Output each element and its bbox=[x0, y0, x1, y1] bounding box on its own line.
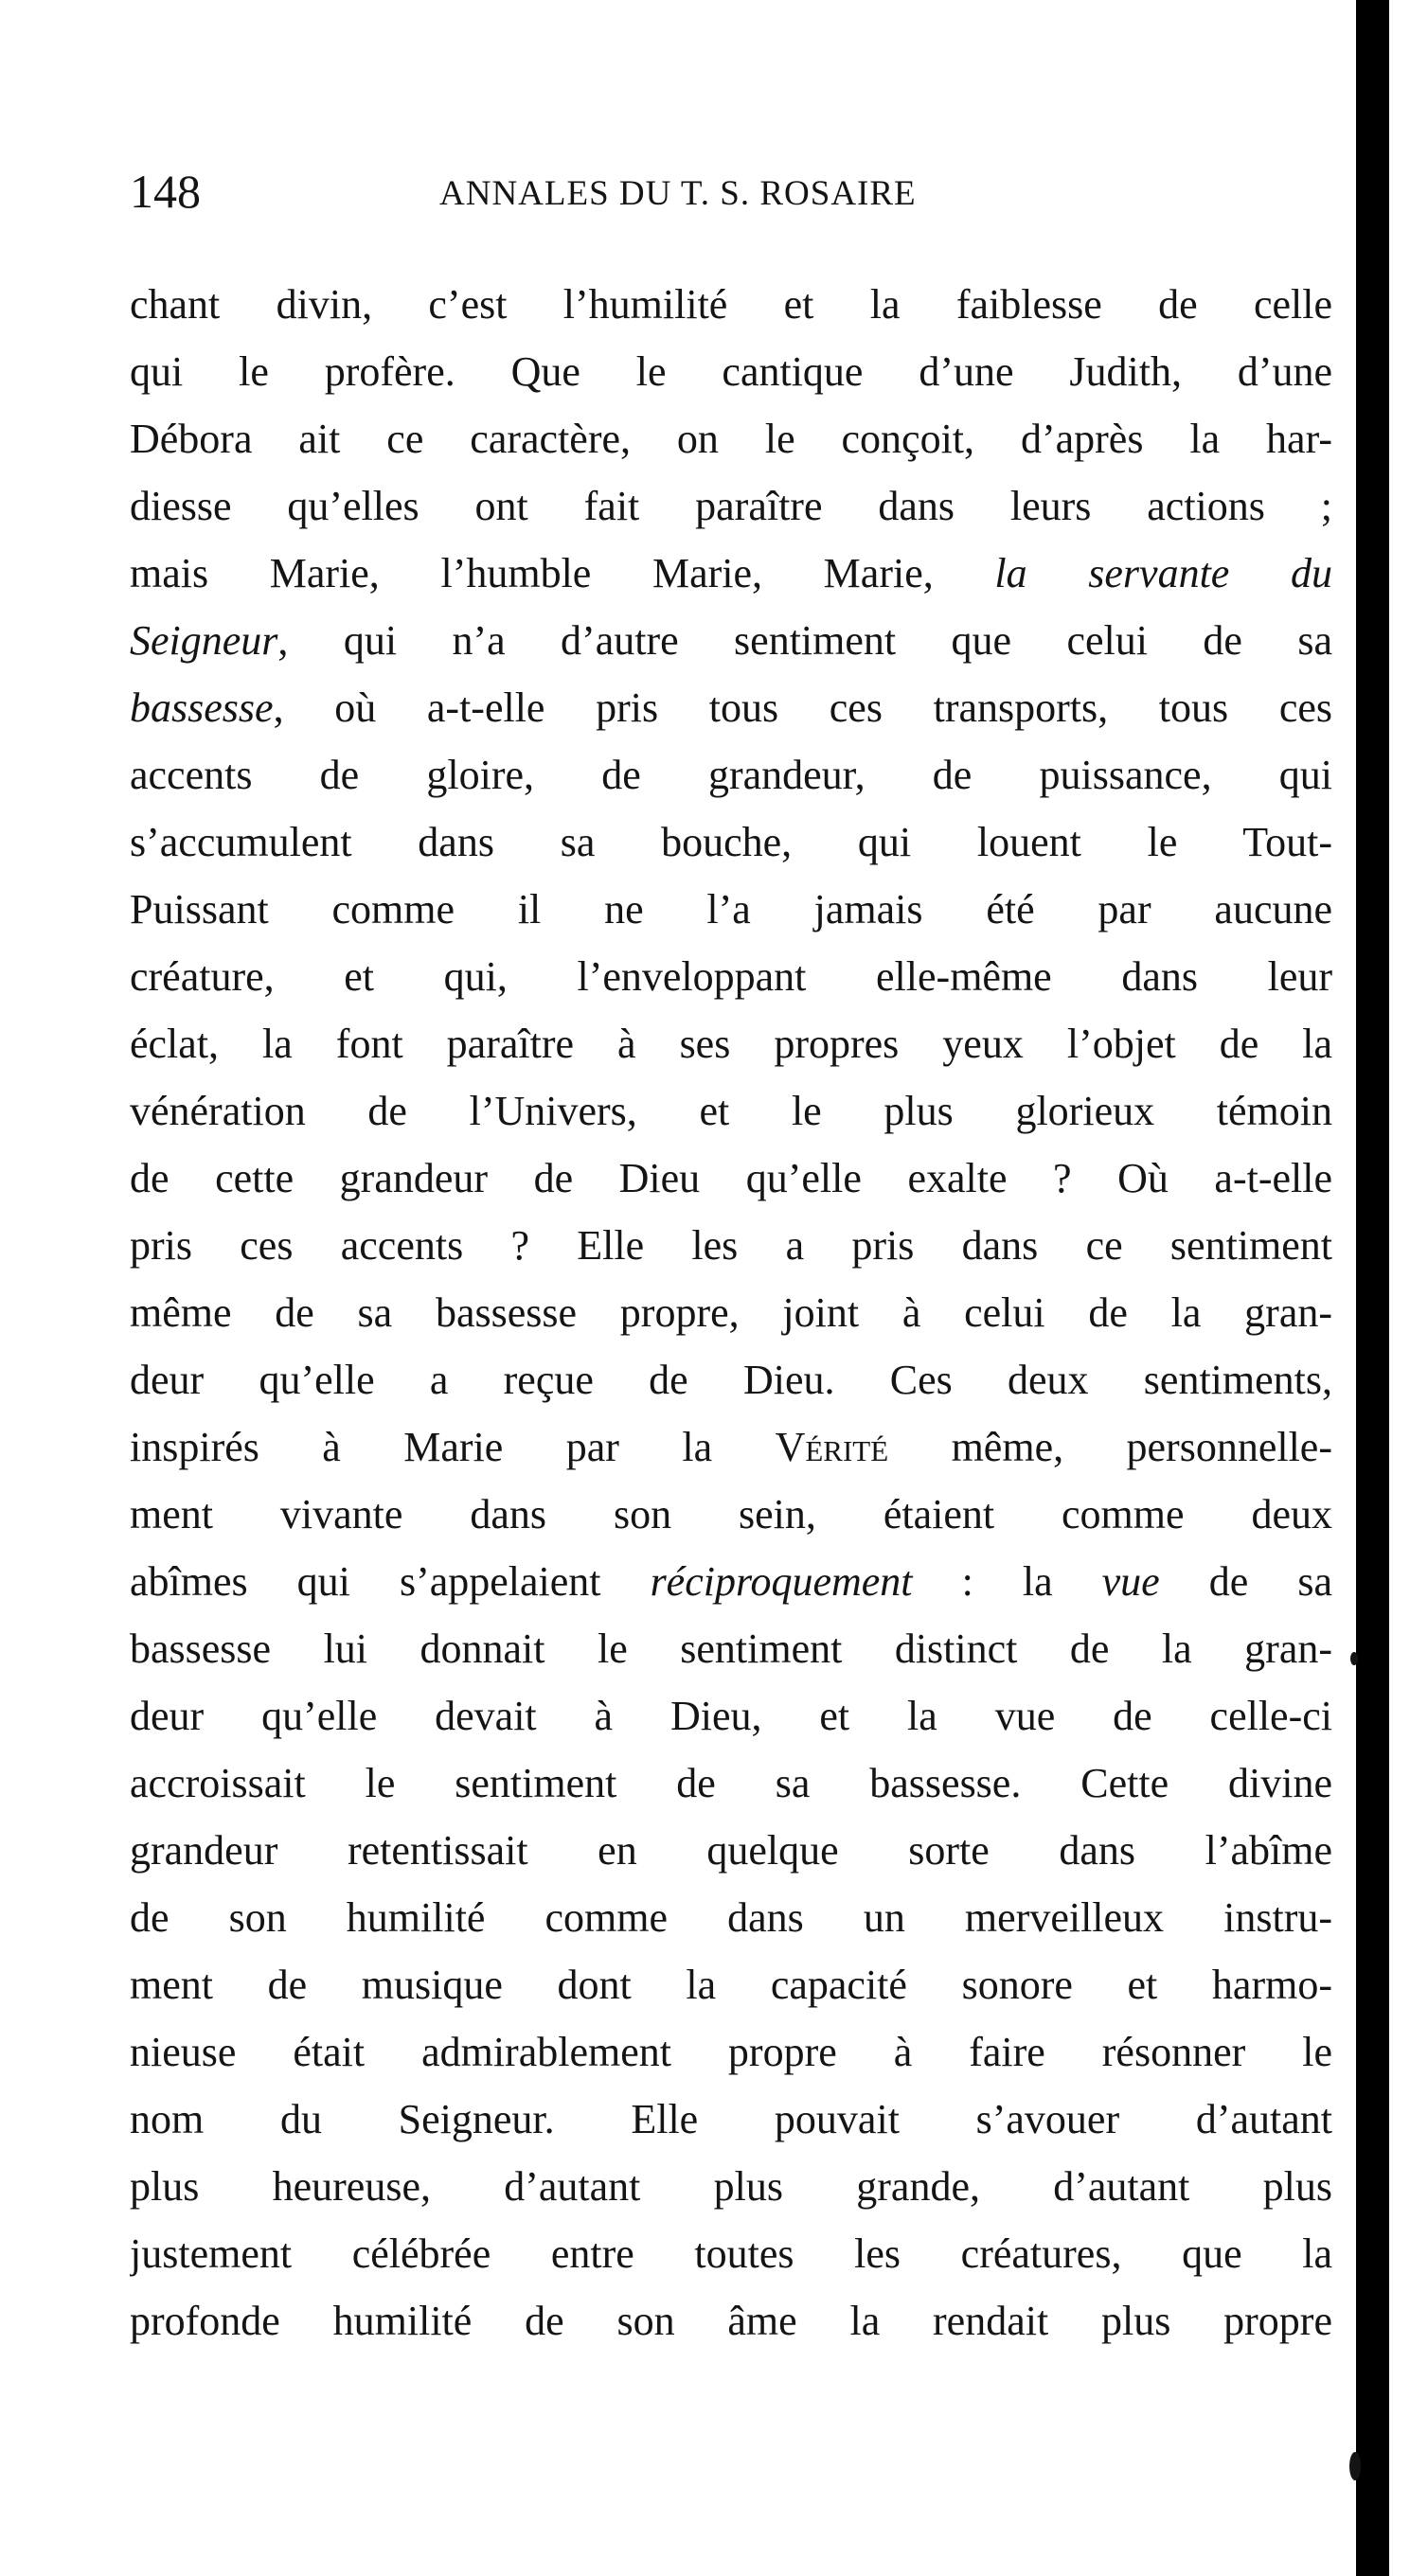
text-segment: , où a-t-elle pris tous ces transports, tous ces bbox=[273, 684, 1332, 731]
text-line bbox=[130, 1077, 1332, 1145]
text-line bbox=[130, 2086, 1332, 2153]
text-line bbox=[130, 1615, 1332, 1682]
text-line bbox=[130, 1279, 1332, 1346]
text-segment: deur qu’elle a reçue de Dieu. Ces deux sentiments, bbox=[130, 1357, 1332, 1403]
text-line bbox=[130, 1682, 1332, 1750]
text-line bbox=[130, 1951, 1332, 2018]
page-number: 148 bbox=[130, 165, 201, 218]
text-line bbox=[130, 540, 1332, 607]
text-line bbox=[130, 808, 1332, 876]
text-line bbox=[130, 2153, 1332, 2220]
text-segment: bassesse lui donnait le sentiment distinct de la gran- bbox=[130, 1626, 1332, 1672]
text-line bbox=[130, 943, 1332, 1010]
text-segment: pris ces accents ? Elle les a pris dans ce sentiment bbox=[130, 1222, 1332, 1269]
running-head: ANNALES DU T. S. ROSAIRE bbox=[439, 174, 917, 213]
text-segment: vue bbox=[1101, 1558, 1160, 1605]
text-segment: inspirés à Marie par la bbox=[130, 1424, 776, 1470]
text-segment: abîmes qui s’appelaient bbox=[130, 1558, 651, 1605]
text-line bbox=[130, 1212, 1332, 1279]
text-segment: ment vivante dans son sein, étaient comme deux bbox=[130, 1491, 1332, 1537]
text-segment: accents de gloire, de grandeur, de puissance, qui bbox=[130, 752, 1332, 798]
text-segment: , qui n’a d’autre sentiment que celui de sa bbox=[277, 617, 1332, 664]
text-segment: ment de musique dont la capacité sonore et harmo- bbox=[130, 1962, 1332, 2008]
text-segment: mais Marie, l’humble Marie, Marie, bbox=[130, 550, 995, 596]
text-segment: même de sa bassesse propre, joint à celui de la gran- bbox=[130, 1289, 1332, 1336]
text-segment: grandeur retentissait en quelque sorte dans l’abîme bbox=[130, 1827, 1332, 1874]
text-segment: Débora ait ce caractère, on le conçoit, d’après la har- bbox=[130, 416, 1332, 462]
page-header bbox=[130, 163, 1332, 229]
text-line bbox=[130, 1817, 1332, 1884]
text-line bbox=[130, 876, 1332, 943]
text-segment: de son humilité comme dans un merveilleux instru- bbox=[130, 1894, 1332, 1941]
text-line bbox=[130, 1884, 1332, 1951]
binding-edge bbox=[1356, 0, 1389, 2576]
text-line bbox=[130, 271, 1332, 338]
text-segment: éclat, la font paraître à ses propres yeux l’objet de la bbox=[130, 1021, 1332, 1067]
text-segment: créature, et qui, l’enveloppant elle-même dans leur bbox=[130, 953, 1332, 1000]
text-segment: : la bbox=[912, 1558, 1102, 1605]
text-segment: de cette grandeur de Dieu qu’elle exalte ? Où a-t-elle bbox=[130, 1155, 1332, 1201]
text-segment: diesse qu’elles ont fait paraître dans leurs actions ; bbox=[130, 483, 1332, 529]
text-line bbox=[130, 674, 1332, 741]
scan-speck bbox=[1350, 1652, 1358, 1665]
text-segment: nieuse était admirablement propre à faire résonner le bbox=[130, 2029, 1332, 2075]
text-segment: bassesse bbox=[130, 684, 274, 731]
scan-speck bbox=[1349, 2452, 1361, 2480]
text-line bbox=[130, 472, 1332, 540]
text-line bbox=[130, 2220, 1332, 2287]
text-segment: Vérité bbox=[775, 1424, 889, 1470]
text-line bbox=[130, 607, 1332, 674]
text-segment: plus heureuse, d’autant plus grande, d’autant plus bbox=[130, 2163, 1332, 2210]
text-segment: chant divin, c’est l’humilité et la faiblesse de celle bbox=[130, 281, 1332, 328]
text-line bbox=[130, 1548, 1332, 1615]
body-text bbox=[130, 271, 1332, 2354]
text-segment: justement célébrée entre toutes les créatures, que la bbox=[130, 2230, 1332, 2277]
text-segment: la servante du bbox=[994, 550, 1332, 596]
text-line bbox=[130, 2018, 1332, 2086]
text-segment: même, personnelle- bbox=[888, 1424, 1332, 1470]
text-line bbox=[130, 2287, 1332, 2354]
text-segment: accroissait le sentiment de sa bassesse. Cette divine bbox=[130, 1760, 1332, 1806]
text-segment: nom du Seigneur. Elle pouvait s’avouer d’autant bbox=[130, 2096, 1332, 2142]
text-line bbox=[130, 338, 1332, 405]
text-segment: profonde humilité de son âme la rendait plus propre bbox=[130, 2298, 1332, 2344]
text-line bbox=[130, 741, 1332, 808]
text-line bbox=[130, 1413, 1332, 1481]
text-line bbox=[130, 1481, 1332, 1548]
text-segment: Puissant comme il ne l’a jamais été par aucune bbox=[130, 886, 1332, 933]
text-line bbox=[130, 1145, 1332, 1212]
text-line bbox=[130, 1010, 1332, 1077]
text-segment: Seigneur bbox=[130, 617, 278, 664]
text-segment: s’accumulent dans sa bouche, qui louent le Tout- bbox=[130, 819, 1332, 865]
text-segment: réciproquement bbox=[650, 1558, 913, 1605]
text-segment: vénération de l’Univers, et le plus glorieux témoin bbox=[130, 1088, 1332, 1134]
text-line bbox=[130, 1750, 1332, 1817]
text-line bbox=[130, 405, 1332, 472]
text-line bbox=[130, 1346, 1332, 1413]
text-segment: de sa bbox=[1159, 1558, 1332, 1605]
text-segment: deur qu’elle devait à Dieu, et la vue de celle-ci bbox=[130, 1693, 1332, 1739]
text-segment: qui le profère. Que le cantique d’une Judith, d’une bbox=[130, 348, 1332, 395]
